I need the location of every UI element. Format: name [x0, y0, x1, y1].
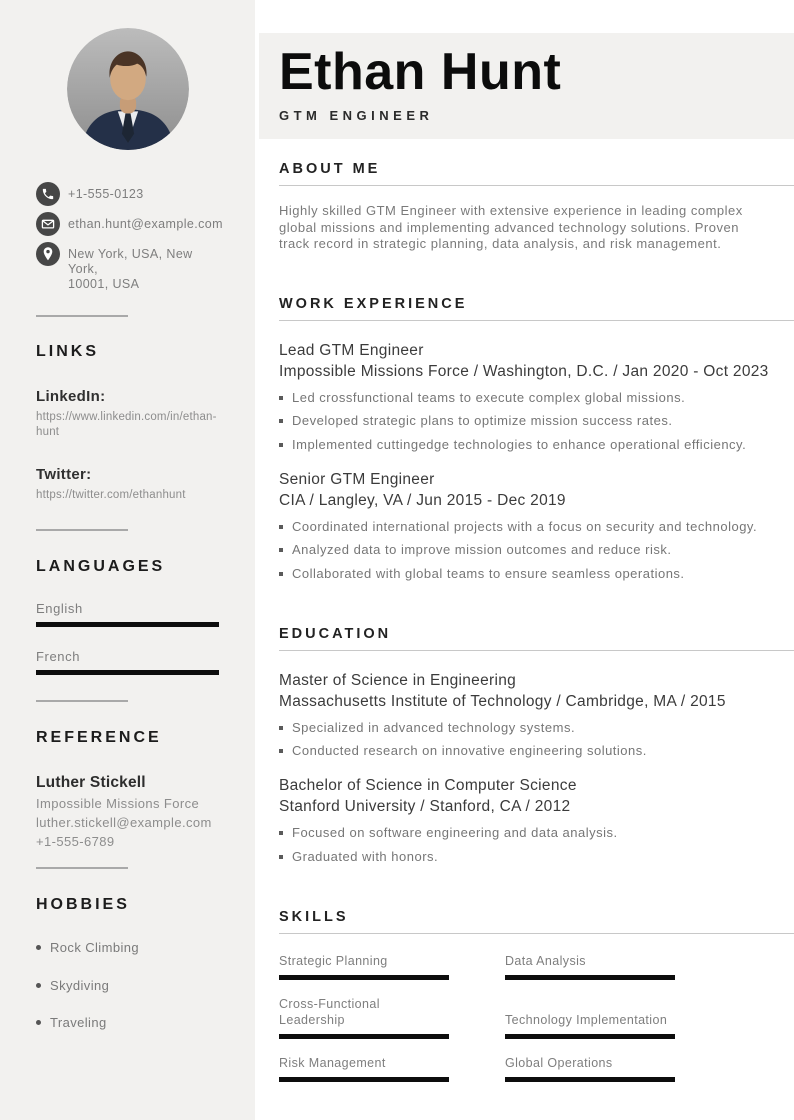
job-title-line: Senior GTM Engineer — [279, 470, 435, 488]
degree-meta-line: Massachusetts Institute of Technology / Cambridge, MA / 2015 — [279, 692, 726, 710]
degree-title-line: Master of Science in Engineering — [279, 671, 517, 689]
divider — [36, 315, 128, 317]
skills-section — [279, 908, 794, 1082]
reference-email[interactable]: luther.stickell@example.com — [36, 815, 212, 830]
degree-title-line: Bachelor of Science in Computer Science — [279, 777, 577, 795]
skill-item — [279, 996, 449, 1039]
degree-bullet: Focused on software engineering and data analysis. — [279, 826, 794, 840]
about-text: Highly skilled GTM Engineer with extensive experience in leading complex global missions and implementing advanced technology solutions. Proven track record in strategic planning, data analysis, and risk management. — [279, 203, 743, 252]
degree-bullet: Conducted research on innovative engineering solutions. — [279, 744, 794, 758]
skill-name: Technology Implementation — [505, 1012, 668, 1027]
twitter-label: Twitter: — [36, 466, 92, 483]
degree-bullet: Specialized in advanced technology systems. — [279, 721, 794, 735]
divider — [36, 867, 128, 869]
language-item — [36, 649, 219, 675]
job-title-line: Lead GTM Engineer — [279, 341, 424, 359]
skill-item — [279, 953, 449, 980]
work-experience-section — [279, 295, 794, 581]
job-meta-line: Impossible Missions Force / Washington, D.C. / Jan 2020 - Oct 2023 — [279, 362, 769, 380]
sidebar — [0, 0, 255, 1120]
language-level-bar — [36, 622, 219, 627]
about-section — [279, 160, 794, 253]
hobby-list — [36, 940, 219, 1031]
skill-level-bar — [279, 1077, 449, 1082]
email-address[interactable]: ethan.hunt@example.com — [68, 217, 223, 231]
work-heading: WORK EXPERIENCE — [279, 295, 794, 321]
linkedin-label: LinkedIn: — [36, 388, 106, 405]
main-column — [255, 0, 794, 1120]
hobby-item: Rock Climbing — [36, 940, 219, 956]
degree-entry — [279, 775, 794, 864]
profile-photo — [67, 28, 189, 150]
reference-phone: +1-555-6789 — [36, 834, 115, 849]
job-entry — [279, 469, 794, 581]
job-bullet: Analyzed data to improve mission outcomes and reduce risk. — [279, 543, 794, 557]
skill-level-bar — [505, 1077, 675, 1082]
contact-email-row — [36, 212, 223, 236]
degree-bullet: Graduated with honors. — [279, 850, 794, 864]
degree-meta-line: Stanford University / Stanford, CA / 2012 — [279, 798, 571, 816]
skill-name: Global Operations — [505, 1055, 613, 1070]
hobby-item: Skydiving — [36, 978, 219, 994]
person-name: Ethan Hunt — [279, 43, 562, 101]
link-item-linkedin — [36, 388, 219, 440]
skill-level-bar — [505, 975, 675, 980]
degree-bullets — [279, 721, 794, 759]
reference-details — [36, 794, 219, 851]
skill-item — [279, 1055, 449, 1082]
hobbies-heading: HOBBIES — [36, 896, 130, 913]
divider — [36, 700, 128, 702]
language-name: English — [36, 601, 83, 616]
address-line2: 10001, USA — [68, 277, 140, 291]
reference-company: Impossible Missions Force — [36, 796, 200, 811]
reference-heading: REFERENCE — [36, 729, 162, 746]
link-item-twitter — [36, 466, 219, 503]
job-bullet: Developed strategic plans to optimize mission success rates. — [279, 414, 794, 428]
degree-bullets — [279, 826, 794, 864]
contact-block — [36, 182, 223, 292]
job-entry — [279, 340, 794, 452]
reference-name: Luther Stickell — [36, 774, 146, 791]
skill-item — [505, 953, 675, 980]
divider — [36, 529, 128, 531]
email-icon — [36, 212, 60, 236]
phone-icon — [36, 182, 60, 206]
skill-level-bar — [279, 975, 449, 980]
contact-phone-row — [36, 182, 219, 206]
phone-number: +1-555-0123 — [68, 187, 144, 201]
language-level-bar — [36, 670, 219, 675]
job-meta-line: CIA / Langley, VA / Jun 2015 - Dec 2019 — [279, 491, 566, 509]
name-header — [259, 33, 794, 139]
education-section — [279, 625, 794, 864]
job-bullets — [279, 391, 794, 452]
contact-address-row — [36, 242, 219, 292]
language-item — [36, 601, 219, 627]
skills-grid — [279, 953, 794, 1082]
links-heading: LINKS — [36, 343, 99, 360]
address-line1: New York, USA, New York, — [68, 247, 193, 276]
education-heading: EDUCATION — [279, 625, 794, 651]
profile-photo-image — [67, 28, 189, 150]
job-title: GTM ENGINEER — [279, 108, 434, 124]
twitter-url[interactable]: https://twitter.com/ethanhunt — [36, 489, 186, 501]
job-bullet: Led crossfunctional teams to execute complex global missions. — [279, 391, 794, 405]
degree-entry — [279, 670, 794, 759]
skill-name: Cross-Functional Leadership — [279, 996, 380, 1027]
job-bullet: Implemented cuttingedge technologies to enhance operational efficiency. — [279, 438, 794, 452]
address — [68, 242, 219, 292]
skill-name: Strategic Planning — [279, 953, 388, 968]
skill-name: Data Analysis — [505, 953, 586, 968]
skills-heading: SKILLS — [279, 908, 794, 934]
about-heading: ABOUT ME — [279, 160, 794, 186]
skill-level-bar — [505, 1034, 675, 1039]
linkedin-url[interactable]: https://www.linkedin.com/in/ethan-hunt — [36, 411, 217, 438]
job-bullet: Coordinated international projects with a focus on security and technology. — [279, 520, 794, 534]
skill-item — [505, 996, 675, 1039]
language-name: French — [36, 649, 81, 664]
languages-heading: LANGUAGES — [36, 558, 166, 575]
skill-name: Risk Management — [279, 1055, 386, 1070]
location-icon — [36, 242, 60, 266]
skill-item — [505, 1055, 675, 1082]
job-bullets — [279, 520, 794, 581]
hobby-item: Traveling — [36, 1015, 219, 1031]
job-bullet: Collaborated with global teams to ensure seamless operations. — [279, 567, 794, 581]
skill-level-bar — [279, 1034, 449, 1039]
